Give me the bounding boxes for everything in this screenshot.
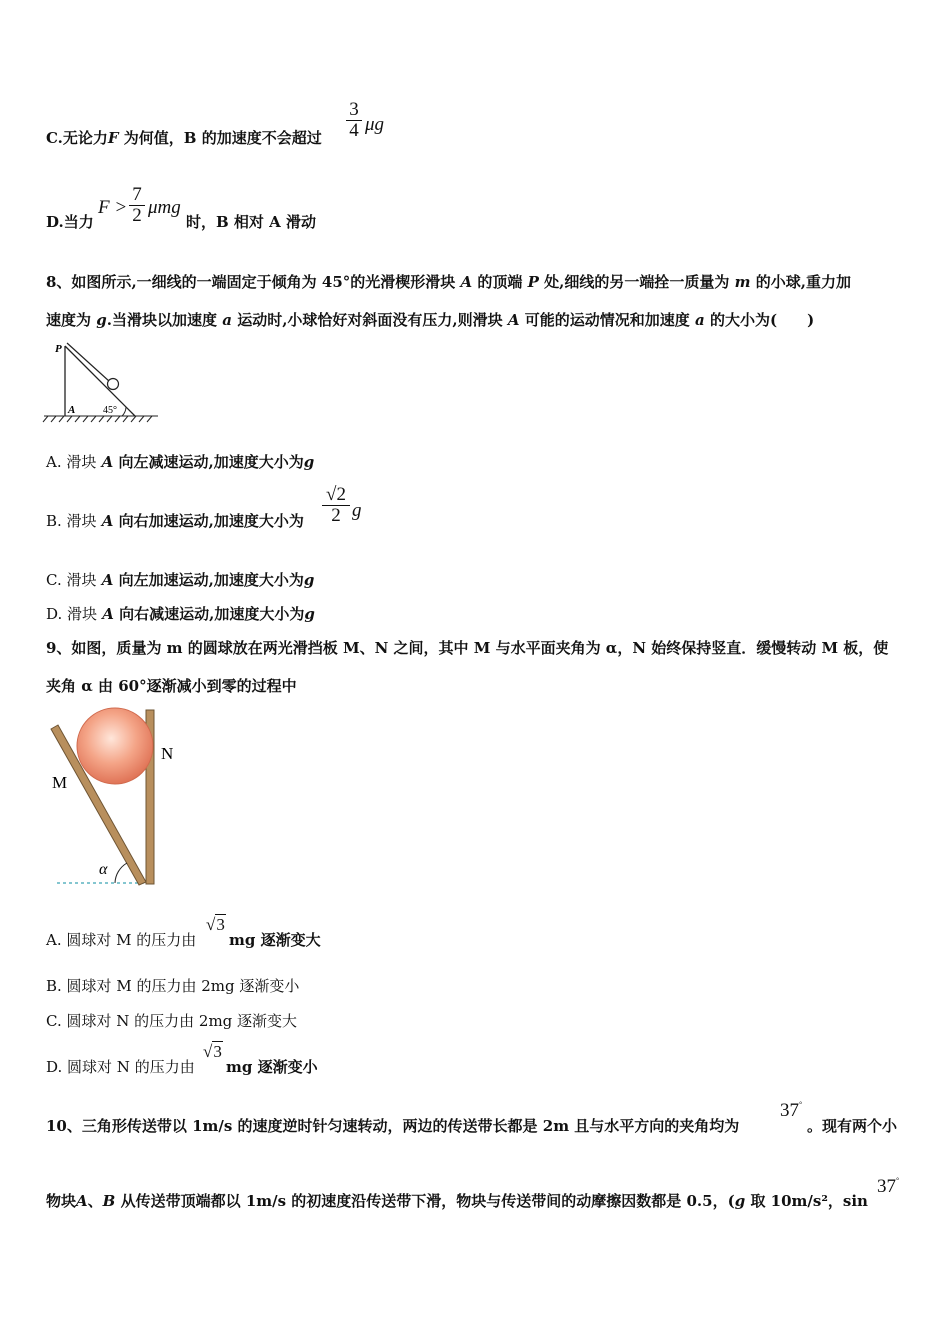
q8-option-a: A. 滑块 A 向左减速运动,加速度大小为g — [46, 453, 315, 471]
q9-option-d: D. 圆球对 N 的压力由 — [46, 1058, 195, 1076]
q9-fig-m-label: M — [52, 773, 68, 792]
q10-stem-line1: 10、三角形传送带以 1m/s 的速度逆时针匀速转动，两边的传送带长都是 2m 且与水平方向的夹角均为 — [46, 1117, 740, 1135]
q10-angle-37: 37° — [780, 1100, 803, 1121]
q7-option-d-prefix: D.当力 — [46, 213, 94, 231]
q9-stem-line2: 夹角 α 由 60°逐渐减小到零的过程中 — [46, 677, 297, 695]
q9-stem-line1: 9、如图，质量为 m 的圆球放在两光滑挡板 M、N 之间，其中 M 与水平面夹角为 α，N 始终保持竖直．缓慢转动 M 板，使 — [46, 639, 889, 657]
q8-fig-a-label: A — [68, 404, 76, 416]
q9-option-a-suffix: mg 逐渐变大 — [229, 931, 321, 949]
q9-fig-n-label: N — [161, 744, 174, 763]
angle-arc — [122, 407, 126, 416]
alpha-arc — [115, 863, 127, 883]
q8-option-d: D. 滑块 A 向右减速运动,加速度大小为g — [46, 605, 315, 623]
q10-stem-line2: 物块A、B 从传送带顶端都以 1m/s 的初速度沿传送带下滑，物块与传送带间的动摩擦因数都是 0.5，(g 取 10m/s²，sin — [46, 1192, 868, 1210]
q7-option-c: C.无论力F 为何值，B 的加速度不会超过 — [46, 129, 322, 147]
q8-fig-p-label: P — [55, 343, 62, 355]
q9-option-d-suffix: mg 逐渐变小 — [226, 1058, 318, 1076]
q8-b-g: g — [352, 500, 362, 521]
q7-c-fraction: $\frac{3}{4}$ — [346, 100, 362, 141]
q7-option-d-suffix: 时，B 相对 A 滑动 — [186, 213, 316, 231]
q9-fig-alpha-label: α — [99, 861, 108, 878]
q8-option-b: B. 滑块 A 向右加速运动,加速度大小为 — [46, 512, 304, 530]
wedge-incline — [65, 346, 135, 416]
q9-a-sqrt: √3 — [206, 915, 225, 934]
q9-option-a: A. 圆球对 M 的压力由 — [46, 931, 197, 949]
q10-stem-line1-end: 。现有两个小 — [807, 1117, 898, 1135]
q9-option-b: B. 圆球对 M 的压力由 2mg 逐渐变小 — [46, 977, 300, 995]
q7-d-expr: F > — [98, 197, 128, 218]
q9-option-c: C. 圆球对 N 的压力由 2mg 逐渐变大 — [46, 1012, 298, 1030]
string — [67, 343, 110, 382]
q8-wedge-figure — [40, 338, 170, 423]
ball — [108, 379, 119, 390]
q7-d-mu-mg: μmg — [148, 197, 181, 218]
q7-d-fraction: $\frac{7}{2}$ — [129, 185, 145, 226]
q8-b-fraction: $\frac{√2}{2}$ — [322, 485, 350, 526]
q8-option-c: C. 滑块 A 向左加速运动,加速度大小为g — [46, 571, 315, 589]
q9-d-sqrt: √3 — [203, 1042, 222, 1061]
q9-ball-boards-figure — [45, 702, 195, 892]
q8-stem-line1: 8、如图所示,一细线的一端固定于倾角为 45°的光滑楔形滑块 A 的顶端 P 处,细线的另一端拴一质量为 m 的小球,重力加 — [46, 273, 851, 291]
ground-hatch — [43, 416, 158, 422]
q8-stem-line2: 速度为 g.当滑块以加速度 a 运动时,小球恰好对斜面没有压力,则滑块 A 可能的运动情况和加速度 a 的大小为( ) — [46, 311, 815, 329]
round-ball — [77, 708, 153, 784]
q8-fig-angle-label: 45° — [103, 405, 117, 416]
q10-angle2-37: 37° — [877, 1176, 900, 1197]
q7-c-mu-g: μg — [365, 114, 385, 135]
